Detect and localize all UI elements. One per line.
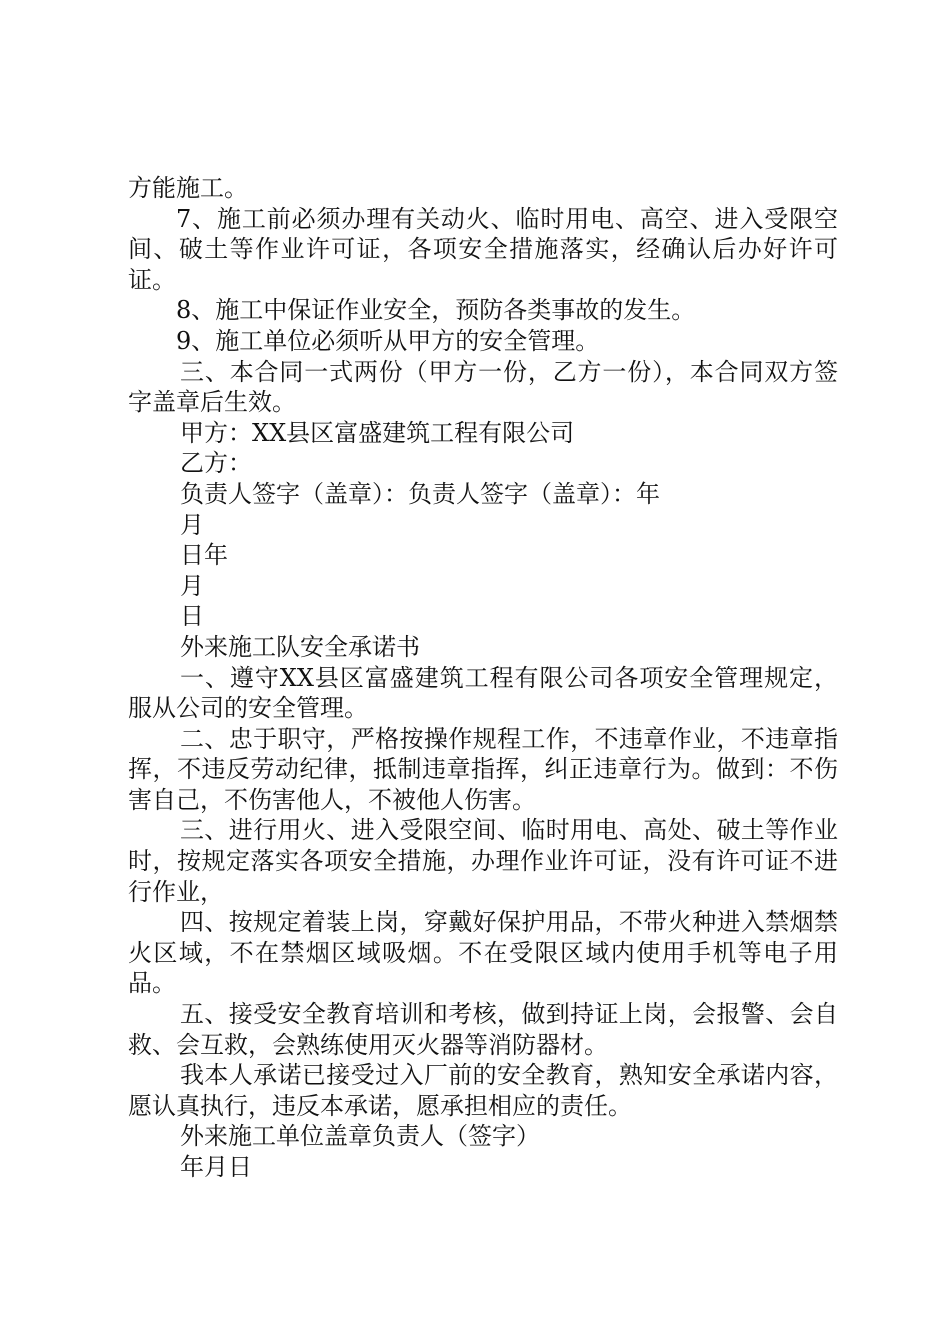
date-month-line: 月 (180, 510, 204, 539)
date-day-year-line: 日年 (180, 541, 228, 570)
clause-9: 9、施工单位必须听从甲方的安全管理。 (176, 326, 600, 355)
commitment-statement: 我本人承诺已接受过入厂前的安全教育，熟知安全承诺内容，愿认真执行，违反本承诺，愿承担相应的责任。 (128, 1061, 838, 1120)
commitment-item-1: 一、遵守XX县区富盛建筑工程有限公司各项安全管理规定，服从公司的安全管理。 (128, 663, 838, 723)
date-day-line: 日 (180, 602, 204, 631)
contractor-signature-line: 外来施工单位盖章负责人（签字） (180, 1122, 540, 1151)
contract-copies-clause: 三、本合同一式两份（甲方一份，乙方一份），本合同双方签字盖章后生效。 (128, 357, 838, 417)
clause-8: 8、施工中保证作业安全，预防各类事故的发生。 (176, 296, 696, 325)
date-month-line-2: 月 (180, 571, 204, 600)
final-date-line: 年月日 (180, 1153, 252, 1181)
paragraph-continuation: 方能施工。 (128, 174, 248, 202)
party-a-line: 甲方：XX县区富盛建筑工程有限公司 (180, 418, 575, 447)
commitment-title: 外来施工队安全承诺书 (180, 632, 420, 661)
commitment-item-3: 三、进行用火、进入受限空间、临时用电、高处、破土等作业时，按规定落实各项安全措施，办理作业许可证，没有许可证不进行作业， (128, 816, 838, 906)
clause-7: 7、施工前必须办理有关动火、临时用电、高空、进入受限空间、破土等作业许可证，各项安全措施落实，经确认后办好许可证。 (128, 204, 838, 294)
document-body (128, 173, 838, 1183)
commitment-item-2: 二、忠于职守，严格按操作规程工作，不违章作业，不违章指挥，不违反劳动纪律，抵制违章指挥，纠正违章行为。做到：不伤害自己，不伤害他人，不被他人伤害。 (128, 724, 838, 814)
party-b-line: 乙方： (180, 449, 252, 478)
signature-line: 负责人签字（盖章）：负责人签字（盖章）：年 (180, 479, 660, 508)
commitment-item-5: 五、接受安全教育培训和考核，做到持证上岗，会报警、会自救、会互救，会熟练使用灭火器等消防器材。 (128, 1000, 838, 1059)
commitment-item-4: 四、按规定着装上岗，穿戴好保护用品，不带火种进入禁烟禁火区域，不在禁烟区域吸烟。不在受限区域内使用手机等电子用品。 (128, 908, 838, 998)
